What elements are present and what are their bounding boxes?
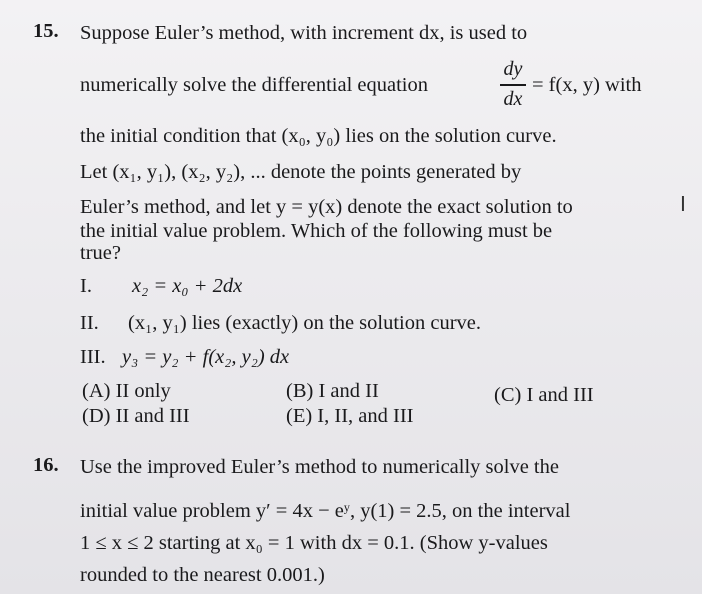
text-cursor-icon: I [680, 192, 686, 216]
statement-I-text: x₂ = x₀ + 2dx [132, 275, 243, 297]
question-16-number: 16. [33, 454, 59, 476]
statement-III-text: y₃ = y₂ + f(x₂, y₂) dx [122, 346, 290, 368]
choice-a: (A) II only [82, 380, 171, 402]
fraction-bar [500, 84, 526, 86]
choice-c: (C) I and III [494, 384, 594, 406]
q15-line-2: numerically solve the differential equation [80, 74, 428, 96]
choice-b: (B) I and II [286, 380, 379, 402]
statement-II-text: (x₁, y₁) lies (exactly) on the solution curve. [128, 312, 482, 334]
statement-III-label: III. [80, 346, 106, 368]
fraction-denominator: dx [503, 88, 523, 110]
q16-line-4: rounded to the nearest 0.001.) [80, 564, 325, 586]
q15-line-4: Let (x₁, y₁), (x₂, y₂), ... denote the points generated by [80, 161, 522, 183]
q16-line-2: initial value problem y′ = 4x − eʸ, y(1) = 2.5, on the interval [80, 500, 571, 522]
q15-line-2-rhs: = f(x, y) with [532, 74, 642, 96]
q16-line-1: Use the improved Euler’s method to numerically solve the [80, 456, 559, 478]
q15-line-3: the initial condition that (x₀, y₀) lies on the solution curve. [80, 125, 557, 147]
q15-line-1: Suppose Euler’s method, with increment dx, is used to [80, 22, 528, 44]
statement-I-label: I. [80, 275, 92, 297]
statement-II-label: II. [80, 312, 99, 334]
q16-line-3: 1 ≤ x ≤ 2 starting at x₀ = 1 with dx = 0.1. (Show y-values [80, 532, 548, 554]
q15-line-5: Euler’s method, and let y = y(x) denote the exact solution to [80, 196, 573, 218]
choice-e: (E) I, II, and III [286, 405, 414, 427]
question-15-number: 15. [33, 20, 59, 42]
q15-line-7: true? [80, 242, 121, 264]
fraction-numerator: dy [503, 58, 523, 80]
choice-d: (D) II and III [82, 405, 190, 427]
q15-line-6: the initial value problem. Which of the following must be [80, 220, 553, 242]
